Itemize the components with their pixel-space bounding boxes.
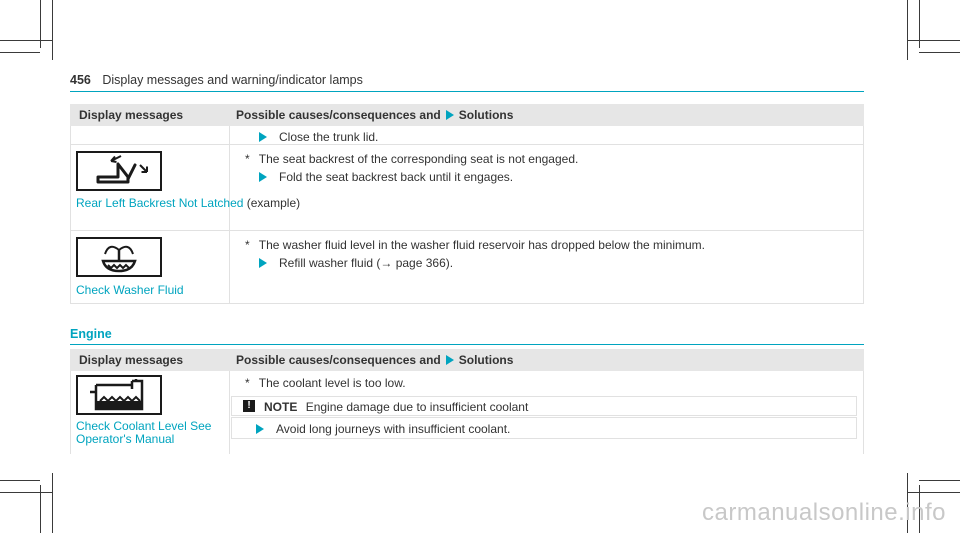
crop-mark bbox=[919, 52, 960, 53]
table-row bbox=[70, 231, 864, 304]
table-header bbox=[70, 349, 864, 371]
cause-description: The seat backrest of the corresponding seat is not engaged. bbox=[258, 152, 579, 166]
col-header-display-messages: Display messages bbox=[79, 108, 184, 122]
crop-mark bbox=[0, 492, 52, 493]
arrow-right-icon bbox=[259, 172, 267, 182]
solution-step bbox=[259, 170, 513, 184]
page-header-title: Display messages and warning/indicator lamps bbox=[102, 73, 363, 87]
watermark-text: carmanualsonline.info bbox=[702, 499, 946, 526]
arrow-right-icon bbox=[256, 424, 264, 434]
warning-icon: ! bbox=[243, 400, 255, 412]
page-number: 456 bbox=[70, 73, 91, 87]
crop-mark bbox=[52, 0, 53, 60]
message-label bbox=[76, 284, 184, 297]
solution-text: Avoid long journeys with insufficient coolant. bbox=[276, 422, 511, 436]
note-box bbox=[231, 396, 857, 416]
arrow-right-icon bbox=[446, 355, 454, 365]
solution-step bbox=[256, 422, 510, 436]
note-text bbox=[264, 400, 528, 414]
arrow-right-icon bbox=[259, 132, 267, 142]
page-ref-arrow: → bbox=[380, 256, 393, 270]
solution-step bbox=[259, 256, 453, 270]
solution-text: Fold the seat backrest back until it engages. bbox=[279, 170, 514, 184]
crop-mark bbox=[0, 480, 40, 481]
message-example: (example) bbox=[246, 196, 301, 210]
message-text: Check Washer Fluid bbox=[76, 283, 184, 297]
col-header-solutions-text: Solutions bbox=[458, 353, 514, 367]
cause-text bbox=[245, 376, 406, 390]
seat-backrest-icon bbox=[76, 151, 162, 191]
cause-text bbox=[245, 152, 578, 166]
crop-mark bbox=[52, 473, 53, 533]
col-header-solutions-text: Solutions bbox=[458, 108, 514, 122]
footnote-star: * bbox=[245, 152, 250, 166]
crop-mark bbox=[907, 492, 960, 493]
solution-text: Close the trunk lid. bbox=[279, 130, 379, 144]
col-header-causes bbox=[236, 353, 513, 367]
crop-mark bbox=[907, 0, 908, 60]
solution-step bbox=[259, 130, 378, 144]
cause-description: The coolant level is too low. bbox=[258, 376, 406, 390]
col-header-causes-text: Possible causes/consequences and bbox=[236, 108, 441, 122]
display-messages-table bbox=[70, 104, 864, 304]
cause-text bbox=[245, 238, 705, 252]
message-text: Check Coolant Level See Operator's Manual bbox=[76, 419, 212, 446]
crop-mark bbox=[0, 52, 40, 53]
table-row bbox=[70, 126, 864, 145]
col-header-causes bbox=[236, 108, 513, 122]
footnote-star: * bbox=[245, 238, 250, 252]
section-title-engine: Engine bbox=[70, 327, 112, 341]
table-row bbox=[70, 371, 864, 454]
crop-mark bbox=[0, 40, 52, 41]
crop-mark bbox=[919, 480, 960, 481]
note-label: NOTE bbox=[264, 400, 298, 414]
section-rule bbox=[70, 344, 864, 345]
message-text: Rear Left Backrest Not Latched bbox=[76, 196, 244, 210]
message-label bbox=[76, 197, 300, 210]
solution-text-a: Refill washer fluid ( bbox=[279, 256, 381, 270]
washer-fluid-icon bbox=[76, 237, 162, 277]
solution-text-b[interactable]: page 366). bbox=[392, 256, 454, 270]
engine-messages-table bbox=[70, 349, 864, 454]
table-header bbox=[70, 104, 864, 126]
arrow-right-icon bbox=[446, 110, 454, 120]
coolant-level-icon bbox=[76, 375, 162, 415]
table-row bbox=[70, 145, 864, 231]
step-box bbox=[231, 417, 857, 439]
message-label bbox=[76, 420, 216, 446]
footnote-star: * bbox=[245, 376, 250, 390]
crop-mark bbox=[907, 40, 960, 41]
note-description: Engine damage due to insufficient coolant bbox=[305, 400, 529, 414]
page-header bbox=[70, 73, 363, 87]
header-rule bbox=[70, 91, 864, 92]
col-header-display-messages: Display messages bbox=[79, 353, 184, 367]
arrow-right-icon bbox=[259, 258, 267, 268]
col-header-causes-text: Possible causes/consequences and bbox=[236, 353, 441, 367]
cause-description: The washer fluid level in the washer fluid reservoir has dropped below the minimum. bbox=[258, 238, 706, 252]
